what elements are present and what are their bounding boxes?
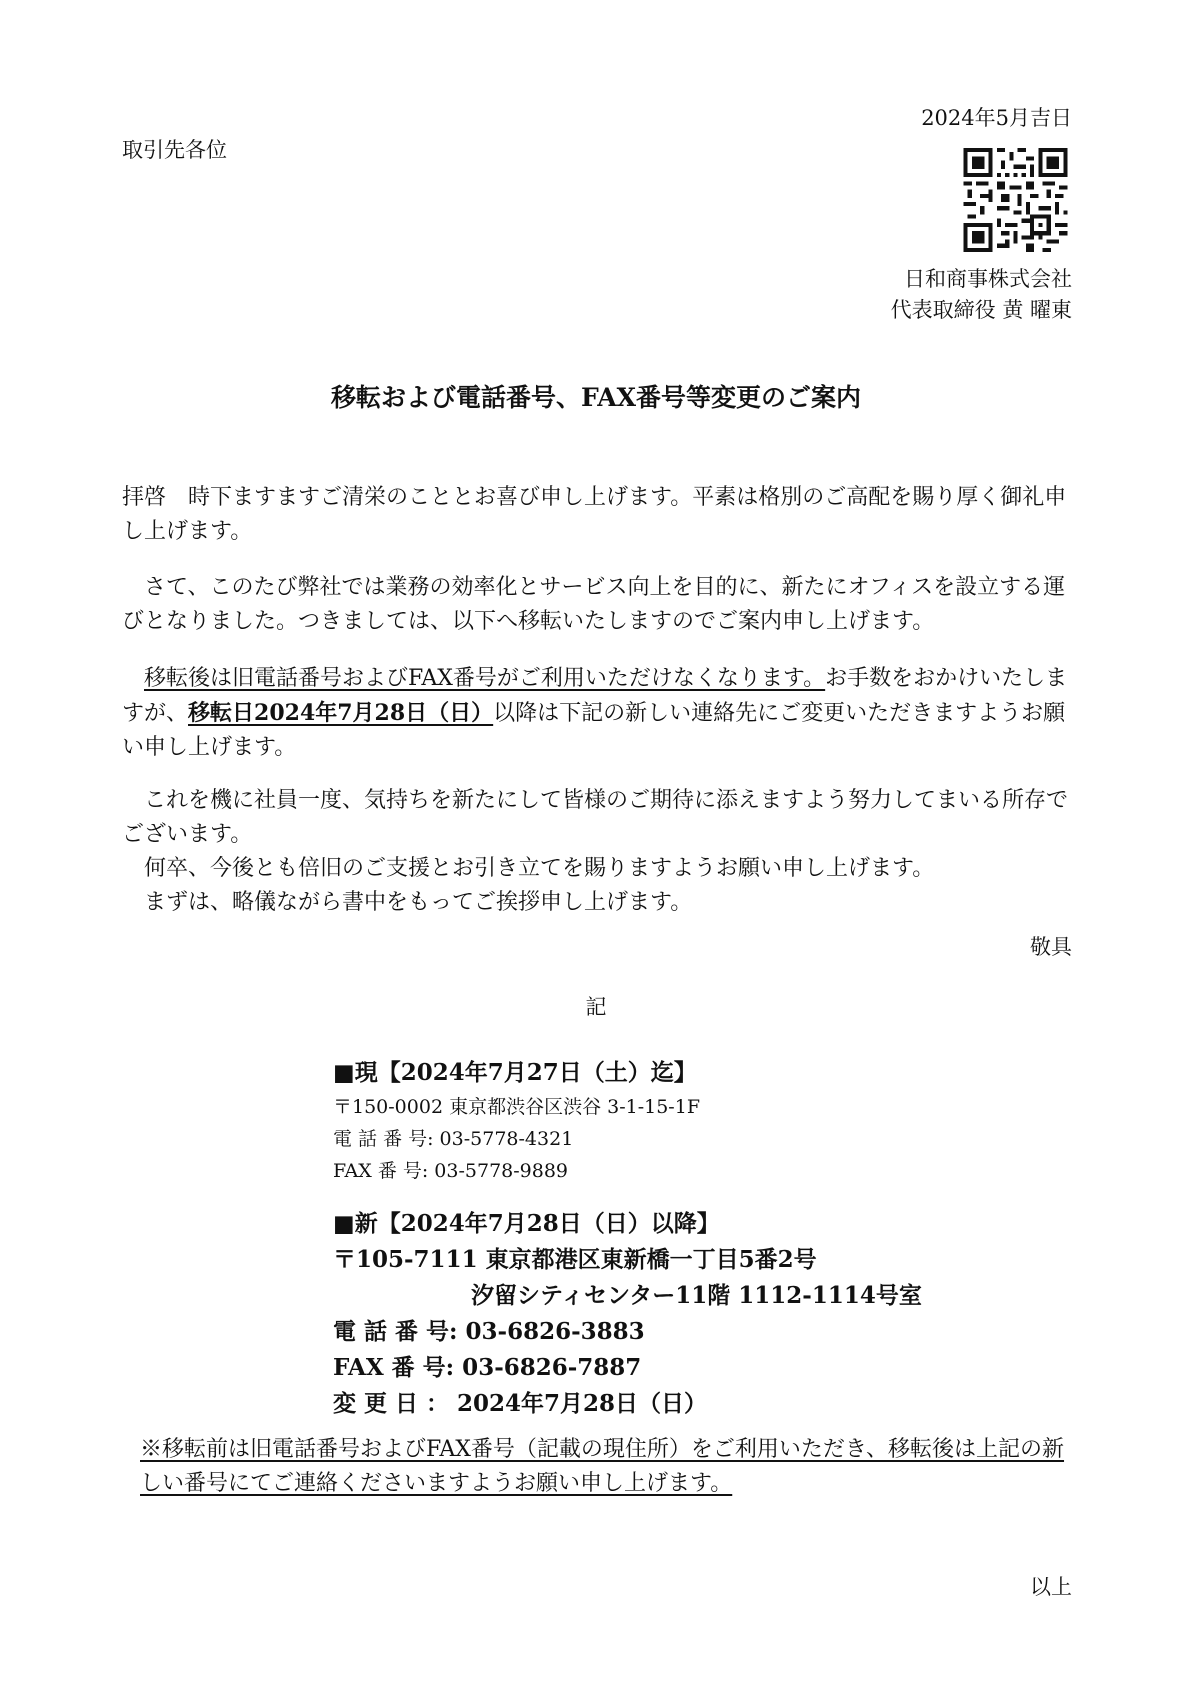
announcement-text: さて、このたび弊社では業務の効率化とサービス向上を目的に、新たにオフィスを設立する運びとなりました。つきましては、以下へ移転いたしますのでご案内申し上げます。 [122, 575, 1066, 634]
paragraph-request [122, 662, 1070, 765]
closing-ijou: 以上 [1030, 1575, 1072, 1599]
paragraph-greeting [122, 481, 1070, 549]
new-fax: FAX 番 号: 03-6826-7887 [333, 1354, 642, 1381]
new-address-line2: 汐留シティセンター11階 1112-1114号室 [471, 1282, 922, 1309]
transition-note [140, 1433, 1070, 1501]
paragraph-closing [122, 784, 1070, 920]
transition-note-text: ※移転前は旧電話番号およびFAX番号（記載の現住所）をご利用いただき、移転後は上記の新しい番号にてご連絡くださいますようお願い申し上げます。 [140, 1437, 1065, 1496]
new-address-line1: 〒105-7111 東京都港区東新橋一丁目5番2号 [333, 1246, 817, 1273]
paragraph-announcement [122, 571, 1070, 639]
issue-date: 2024年5月吉日 [921, 106, 1072, 130]
move-date-highlight: 移転日2024年7月28日（日） [188, 700, 494, 726]
representative: 代表取締役 黄 曜東 [890, 298, 1072, 322]
new-address-block [333, 1206, 922, 1422]
commitment-text: これを機に社員一度、気持ちを新たにして皆様のご期待に添えますよう努力してまいる所存でございます。 [122, 788, 1069, 847]
request-end: 以降は下記の新しい連絡先にご変更いただきますようお願い申し上げます。 [122, 701, 1066, 760]
current-address: 〒150-0002 東京都渋谷区渋谷 3-1-15-1F [333, 1096, 701, 1118]
request-mid: お手数をおかけいたしますが、 [122, 666, 1068, 726]
current-heading: ■現【2024年7月27日（土）迄】 [333, 1059, 697, 1086]
greeting-text: 拝啓 時下ますますご清栄のこととお喜び申し上げます。平素は格別のご高配を賜り厚く御礼申し上げます。 [122, 485, 1067, 544]
change-date: 変 更 日 ： 2024年7月28日（日） [333, 1390, 708, 1417]
underlined-warning: 移転後は旧電話番号およびFAX番号がご利用いただけなくなります。 [144, 666, 826, 691]
new-heading: ■新【2024年7月28日（日）以降】 [333, 1210, 720, 1237]
current-address-block [333, 1055, 700, 1187]
support-text: 何卒、今後とも倍旧のご支援とお引き立てを賜りますようお願い申し上げます。 [144, 856, 935, 881]
current-fax: FAX 番 号: 03-5778-9889 [333, 1160, 569, 1182]
qr-code-icon [962, 148, 1069, 252]
company-name: 日和商事株式会社 [904, 267, 1072, 291]
new-phone: 電 話 番 号: 03-6826-3883 [333, 1318, 645, 1345]
page-title: 移転および電話番号、FAX番号等変更のご案内 [330, 383, 862, 412]
regards-text: まずは、略儀ながら書中をもってご挨拶申し上げます。 [144, 890, 693, 915]
recipient: 取引先各位 [122, 138, 227, 162]
closing-keigu: 敬具 [1030, 935, 1072, 959]
current-phone: 電 話 番 号: 03-5778-4321 [333, 1128, 574, 1150]
ki-mark: 記 [585, 995, 607, 1019]
